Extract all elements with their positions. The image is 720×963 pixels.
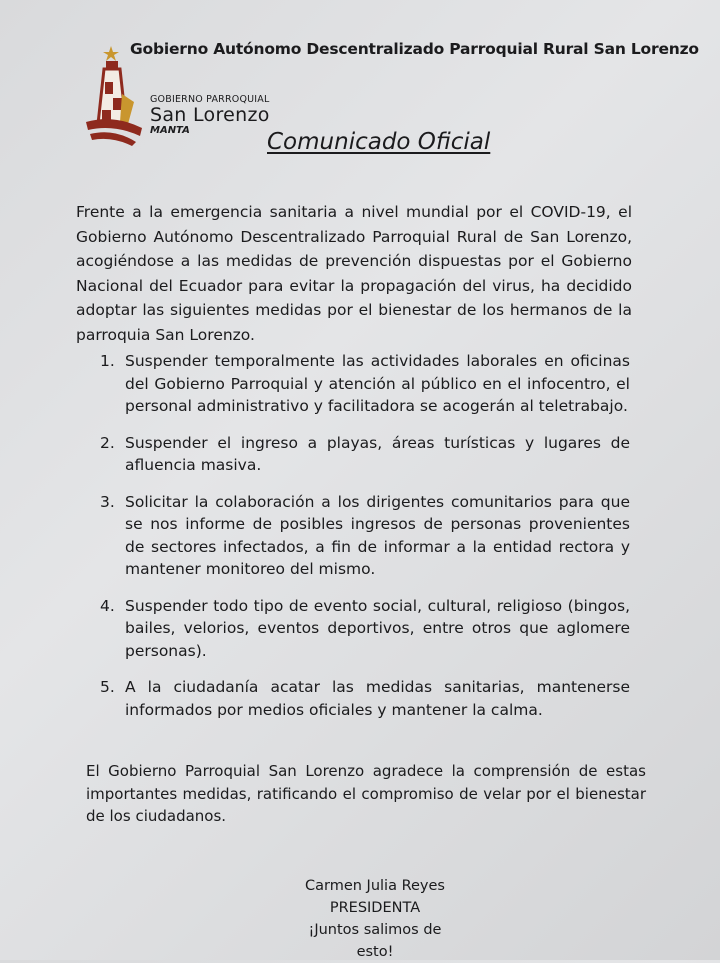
list-item [100, 491, 630, 581]
item-text: Suspender todo tipo de evento social, cultural, religioso (bingos, bailes, velorios, eventos deportivos, entre otros que aglomere personas). [125, 596, 630, 660]
document-header: Gobierno Autónomo Descentralizado Parroquial Rural San Lorenzo [130, 40, 699, 58]
logo-line3: MANTA [150, 125, 190, 136]
item-text: Solicitar la colaboración a los dirigentes comunitarios para que se nos informe de posibles ingresos de personas provenientes de sectores infectados, a fin de informar a la entidad rectora y mantener monitoreo del mismo. [125, 492, 630, 578]
item-number: 1. [100, 352, 115, 370]
list-item [100, 676, 630, 721]
logo-line2: San Lorenzo [150, 104, 270, 126]
document-title: Comunicado Oficial [267, 129, 491, 155]
item-number: 3. [100, 492, 115, 511]
item-text: A la ciudadanía acatar las medidas sanitarias, mantenerse informados por medios oficiales y mantener la calma. [125, 678, 630, 719]
signer-name: Carmen Julia Reyes [305, 878, 445, 894]
list-item [100, 595, 630, 663]
item-number: 4. [100, 596, 115, 615]
measures-list [100, 350, 630, 735]
logo-line1: GOBIERNO PARROQUIAL [150, 94, 270, 105]
lighthouse-logo-icon [84, 44, 144, 148]
item-text: Suspender el ingreso a playas, áreas turísticas y lugares de afluencia masiva. [125, 433, 630, 474]
intro-paragraph: Frente a la emergencia sanitaria a nivel mundial por el COVID-19, el Gobierno Autónomo Descentralizado Parroquial Rural de San Lorenzo, acogiéndose a las medidas de prevención dispuestas por el Gobierno Nacional del Ecuador para evitar la propagación del virus, ha decidido adoptar las siguientes medidas por el bienestar de los hermanos de la parroquia San Lorenzo. [76, 203, 632, 344]
item-number: 2. [100, 433, 115, 452]
signer-role: PRESIDENTA [329, 900, 421, 916]
list-item [100, 350, 630, 418]
closing-paragraph: El Gobierno Parroquial San Lorenzo agradece la comprensión de estas importantes medidas, ratificando el compromiso de velar por el bienestar de los ciudadanos. [86, 762, 646, 825]
item-number: 5. [100, 678, 115, 696]
signature-block [290, 875, 460, 963]
list-item [100, 432, 630, 477]
item-text: Suspender temporalmente las actividades laborales en oficinas del Gobierno Parroquial y atención al público en el infocentro, el personal administrativo y facilitadora se acogerán al teletrabajo. [125, 352, 630, 415]
logo-text [150, 94, 270, 136]
slogan: ¡Juntos salimos de esto! [308, 922, 442, 960]
